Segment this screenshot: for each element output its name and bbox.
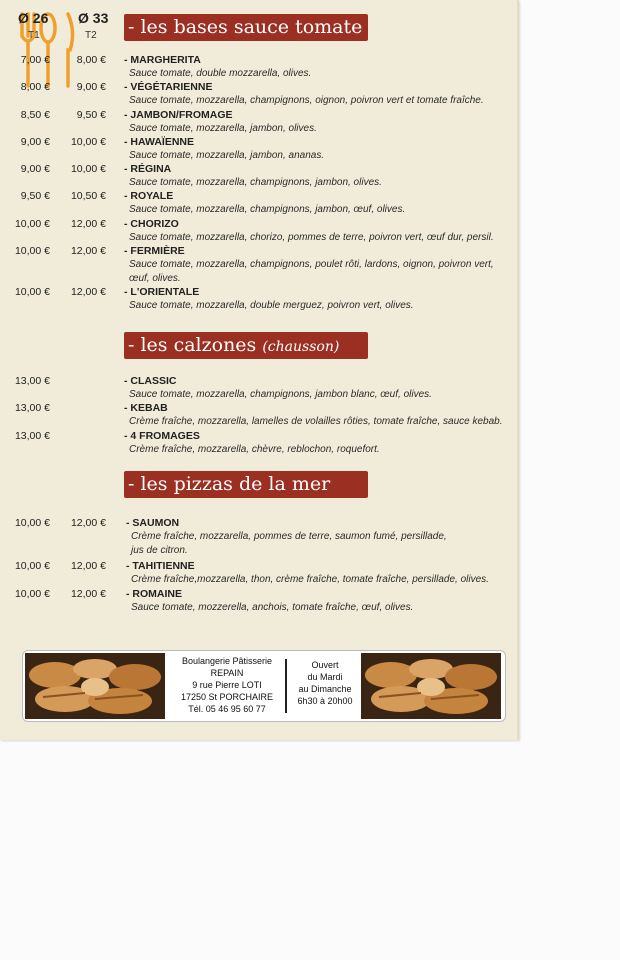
item-name: - L'ORIENTALE bbox=[124, 286, 200, 298]
size-t1-label: T1 bbox=[28, 30, 40, 41]
address-city: 17250 St PORCHAIRE bbox=[180, 692, 274, 702]
item-name: - CLASSIC bbox=[124, 375, 177, 387]
price-t1: 10,00 € bbox=[14, 286, 50, 298]
price-t1: 8,00 € bbox=[20, 81, 50, 93]
item-description: Sauce tomate, mozzarella, champignons, jambon, olives. bbox=[129, 177, 382, 188]
item-name: - FERMIÈRE bbox=[124, 245, 185, 257]
item-description: Crème fraîche, mozzarella, chèvre, reblochon, roquefort. bbox=[129, 444, 380, 455]
item-name: - CHORIZO bbox=[124, 218, 179, 230]
price-t2: 12,00 € bbox=[70, 588, 106, 600]
item-description: Sauce tomate, mozzarella, champignons, jambon, œuf, olives. bbox=[129, 204, 406, 215]
item-name: - ROYALE bbox=[124, 190, 174, 202]
hours-line-1: Ouvert bbox=[311, 660, 339, 670]
section-banner-mer bbox=[124, 471, 368, 498]
price-t2: 12,00 € bbox=[70, 218, 106, 230]
item-description: Sauce tomate, mozzarella, double merguez, poivron vert, olives. bbox=[129, 300, 414, 311]
price-t1: 10,00 € bbox=[14, 588, 50, 600]
price-t1: 9,00 € bbox=[20, 136, 50, 148]
item-description: Crème fraîche, mozzarella, pommes de terre, saumon fumé, persillade, jus de citron. bbox=[131, 531, 447, 556]
price-t1: 10,00 € bbox=[14, 245, 50, 257]
section-subtitle: (chausson) bbox=[262, 339, 340, 355]
address-street: 9 rue Pierre LOTI bbox=[192, 680, 262, 690]
item-description: Sauce tomate, mozzarella, jambon, olives. bbox=[129, 123, 317, 134]
bread-basket-image bbox=[25, 653, 165, 719]
section-title: - les bases sauce tomate bbox=[128, 16, 363, 38]
price-t2: 12,00 € bbox=[70, 517, 106, 529]
price-t2: 9,50 € bbox=[76, 109, 106, 121]
bakery-address bbox=[173, 655, 281, 715]
price-t2: 12,00 € bbox=[70, 286, 106, 298]
price-t1: 10,00 € bbox=[14, 218, 50, 230]
price-t1: 7,00 € bbox=[20, 54, 50, 66]
section-title: - les pizzas de la mer bbox=[128, 473, 331, 495]
item-name: - SAUMON bbox=[126, 517, 180, 529]
item-description: Sauce tomate, double mozzarella, olives. bbox=[129, 68, 312, 79]
item-name: - VÉGÉTARIENNE bbox=[124, 81, 213, 93]
item-name: - KEBAB bbox=[124, 402, 168, 414]
item-description: Sauce tomate, mozzarella, chorizo, pommes de terre, poivron vert, œuf dur, persil. bbox=[129, 232, 494, 243]
price-t2: 10,00 € bbox=[70, 136, 106, 148]
price-t2: 9,00 € bbox=[76, 81, 106, 93]
price-t1: 10,00 € bbox=[14, 560, 50, 572]
item-description: Sauce tomate, mozzarella, champignons, poulet rôti, lardons, oignon, poivron vert, œuf, olives. bbox=[129, 259, 494, 284]
price-t2: 8,00 € bbox=[76, 54, 106, 66]
price-t1: 10,00 € bbox=[14, 517, 50, 529]
hours-line-3: au Dimanche bbox=[298, 684, 352, 694]
section-title: - les calzones bbox=[128, 334, 257, 356]
item-name: - RÉGINA bbox=[124, 163, 172, 175]
item-name: - ROMAINE bbox=[126, 588, 182, 600]
price-t1: 13,00 € bbox=[14, 430, 50, 442]
bakery-footer bbox=[22, 650, 506, 722]
item-description: Sauce tomate, mozzerella, anchois, tomate fraîche, œuf, olives. bbox=[131, 602, 414, 613]
item-description: Sauce tomate, mozzarella, jambon, ananas. bbox=[129, 150, 325, 161]
opening-hours bbox=[289, 659, 361, 707]
bread-basket-image bbox=[361, 653, 501, 719]
hours-line-4: 6h30 à 20h00 bbox=[297, 696, 353, 706]
item-description: Sauce tomate, mozzarella, champignons, jambon blanc, œuf, olives. bbox=[129, 389, 432, 400]
phone-number: Tél. 05 46 95 60 77 bbox=[188, 704, 266, 714]
price-t1: 9,50 € bbox=[20, 190, 50, 202]
item-description: Crème fraîche, mozzarella, lamelles de volailles rôties, tomate fraîche, sauce kebab. bbox=[129, 416, 503, 427]
size-t1-header: Ø 26 bbox=[18, 10, 49, 26]
knife-icon bbox=[68, 14, 73, 86]
price-t2: 10,50 € bbox=[70, 190, 106, 202]
item-name: - HAWAÏENNE bbox=[124, 136, 195, 148]
price-t1: 9,00 € bbox=[20, 163, 50, 175]
price-t2: 10,00 € bbox=[70, 163, 106, 175]
size-t2-header: Ø 33 bbox=[78, 10, 109, 26]
item-description: Sauce tomate, mozzarella, champignons, oignon, poivron vert et tomate fraîche. bbox=[129, 95, 484, 106]
item-description: Crème fraîche,mozzarella, thon, crème fraîche, tomate fraîche, persillade, olives. bbox=[131, 574, 489, 585]
size-t2-label: T2 bbox=[85, 30, 97, 41]
shop-name: REPAIN bbox=[210, 668, 244, 678]
item-name: - MARGHERITA bbox=[124, 54, 201, 66]
price-t1: 8,50 € bbox=[20, 109, 50, 121]
price-t1: 13,00 € bbox=[14, 402, 50, 414]
item-name: - 4 FROMAGES bbox=[124, 430, 200, 442]
shop-line-1: Boulangerie Pâtisserie bbox=[181, 656, 273, 666]
price-t2: 12,00 € bbox=[70, 245, 106, 257]
section-banner-calzones bbox=[124, 332, 368, 359]
footer-divider bbox=[285, 659, 287, 713]
section-banner-tomate bbox=[124, 14, 368, 41]
item-name: - TAHITIENNE bbox=[126, 560, 195, 572]
price-t2: 12,00 € bbox=[70, 560, 106, 572]
item-name: - JAMBON/FROMAGE bbox=[124, 109, 233, 121]
hours-line-2: du Mardi bbox=[307, 672, 343, 682]
price-t1: 13,00 € bbox=[14, 375, 50, 387]
